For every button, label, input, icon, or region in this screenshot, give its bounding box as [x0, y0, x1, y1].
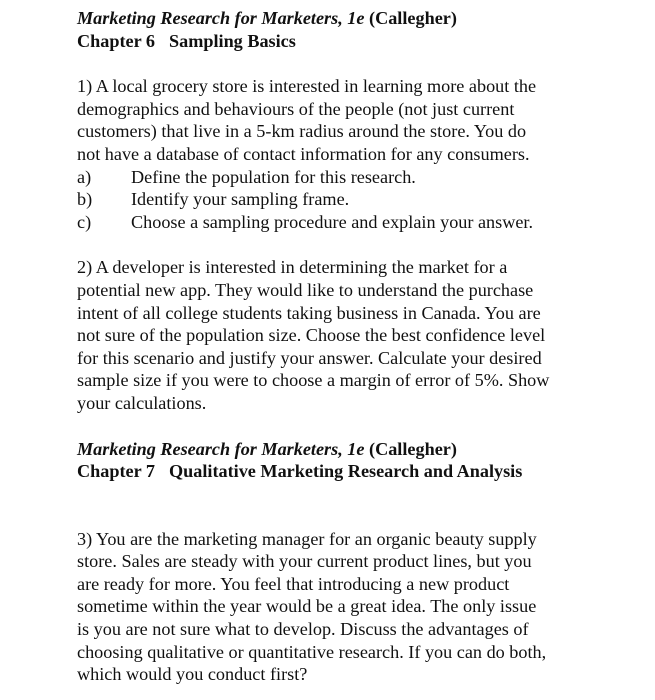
author-name: (Callegher) [369, 8, 457, 28]
question-text-line: sometime within the year would be a great idea. The only issue [77, 596, 537, 617]
chapter-number: Chapter 6 [77, 30, 155, 51]
question-text-line: potential new app. They would like to understand the purchase [77, 279, 534, 300]
list-item [77, 166, 637, 189]
question-text-line: are ready for more. You feel that introducing a new product [77, 573, 510, 594]
question-text-line: intent of all college students taking business in Canada. You are [77, 302, 541, 323]
chapter-7-heading [77, 438, 637, 483]
question-text-line: 2) A developer is interested in determining the market for a [77, 257, 508, 278]
list-item-text: Identify your sampling frame. [131, 189, 350, 210]
question-text-line: not sure of the population size. Choose the best confidence level [77, 325, 546, 346]
list-marker: b) [77, 189, 93, 210]
question-text-line: 1) A local grocery store is interested in learning more about the [77, 76, 537, 97]
question-text-line: for this scenario and justify your answer. Calculate your desired [77, 347, 542, 368]
question-text-line: which would you conduct first? [77, 664, 308, 685]
question-text-line: is you are not sure what to develop. Discuss the advantages of [77, 619, 529, 640]
question-text-line: sample size if you were to choose a margin of error of 5%. Show [77, 370, 550, 391]
book-title: Marketing Research for Marketers, 1e [77, 8, 365, 28]
question-text-line: 3) You are the marketing manager for an organic beauty supply [77, 528, 537, 549]
chapter-title-line [77, 30, 637, 53]
author-name: (Callegher) [369, 438, 457, 459]
chapter-6-heading [77, 7, 637, 52]
question-1 [77, 75, 637, 233]
book-title-line [77, 438, 637, 461]
list-item-text: Define the population for this research. [131, 166, 416, 187]
chapter-title: Sampling Basics [168, 30, 296, 51]
book-title-line [77, 7, 637, 30]
question-text-line: choosing qualitative or quantitative research. If you can do both, [77, 641, 547, 662]
list-item-text: Choose a sampling procedure and explain your answer. [131, 211, 534, 232]
list-marker: c) [77, 211, 92, 232]
chapter-title-line [77, 460, 637, 483]
question-2 [77, 256, 637, 414]
question-3 [77, 528, 637, 686]
question-text-line: customers) that live in a 5-km radius around the store. You do [77, 121, 527, 142]
document-page [77, 7, 637, 686]
question-text-line: your calculations. [77, 392, 207, 413]
question-text-line: demographics and behaviours of the people (not just current [77, 98, 515, 119]
question-text-line: not have a database of contact information for any consumers. [77, 143, 530, 164]
book-title: Marketing Research for Marketers, 1e [77, 438, 365, 459]
question-text-line: store. Sales are steady with your current product lines, but you [77, 551, 532, 572]
chapter-number: Chapter 7 [77, 461, 155, 482]
list-item [77, 188, 637, 211]
list-item [77, 211, 637, 234]
chapter-title: Qualitative Marketing Research and Analysis [168, 461, 523, 482]
list-marker: a) [77, 166, 92, 187]
